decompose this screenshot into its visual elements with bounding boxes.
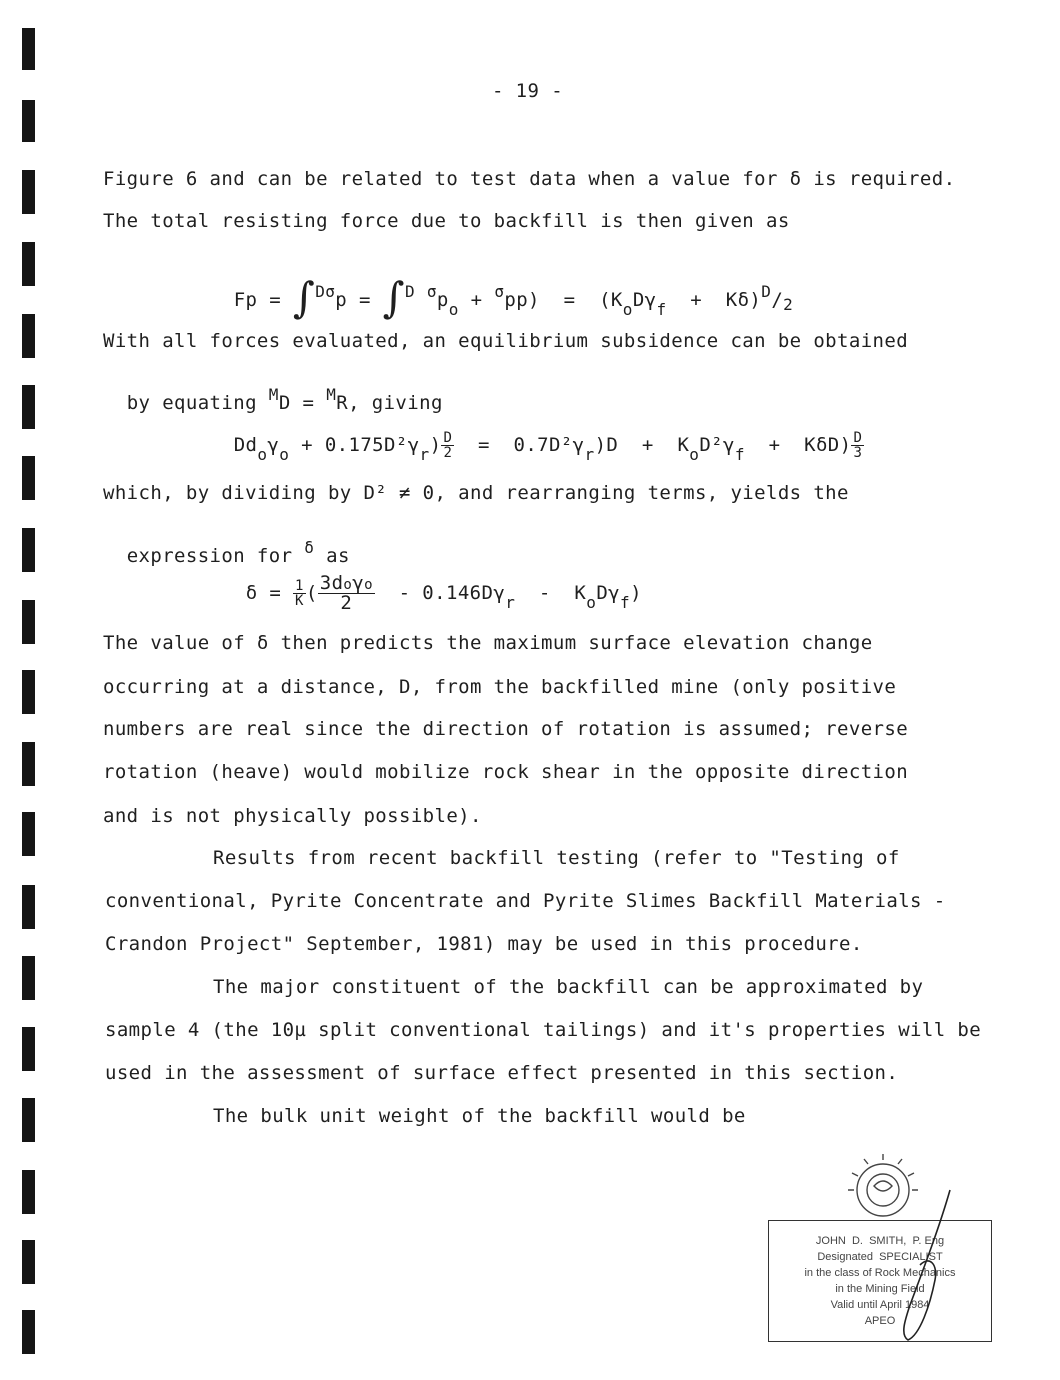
eq2-f: )D + K xyxy=(594,434,690,456)
eq3-num-a: 3d xyxy=(319,572,344,594)
eq1-rhs-dgamma-sub: f xyxy=(656,300,667,319)
text-line-17: used in the assessment of surface effect presented in this section. xyxy=(105,1062,899,1084)
eq2-e: 0.7D²γ xyxy=(513,434,585,456)
eq3-mid: - 0.146Dγ xyxy=(374,582,506,604)
eq1-sigma-2: σ xyxy=(426,282,437,301)
binding-mark xyxy=(22,885,35,929)
eq1-rhs-two: 2 xyxy=(783,295,794,314)
eq1-sigma-sub: p xyxy=(335,289,348,311)
eq3-frac-den: K xyxy=(295,593,304,609)
eq1-equals-2: = xyxy=(539,289,600,311)
eq3-frac-num: 1 xyxy=(295,578,304,594)
binding-mark xyxy=(22,170,35,214)
text-line-3: With all forces evaluated, an equilibrium subsidence can be obtained xyxy=(103,330,909,352)
binding-mark xyxy=(22,812,35,856)
eq3-num-b: γ xyxy=(352,572,365,594)
eq2-g-sub: f xyxy=(734,445,745,464)
eq1-rhs-kdelta: + Kδ) xyxy=(666,289,762,311)
text-line-10: rotation (heave) would mobilize rock shear in the opposite direction xyxy=(103,761,909,783)
stamp-apeo: APEO xyxy=(864,1315,896,1327)
eq2-a-sub: o xyxy=(257,445,268,464)
equation-moment-balance xyxy=(210,412,864,464)
eq2-e-sub: r xyxy=(584,445,595,464)
eq1-sigma-2-subsub: o xyxy=(448,300,459,319)
eq3-num-a-sub: o xyxy=(343,577,353,593)
text-line-4-pre: by equating xyxy=(126,392,269,414)
eq2-h: + KδD) xyxy=(744,434,852,456)
eq1-rhs-k-sub: o xyxy=(622,300,633,319)
stamp-validity: Valid until April 1984 xyxy=(830,1299,930,1311)
binding-mark xyxy=(22,100,35,142)
binding-mark xyxy=(22,528,35,572)
eq1-equals: = xyxy=(347,289,383,311)
eq2-b: γ xyxy=(267,434,280,456)
text-line-7: The value of δ then predicts the maximum surface elevation change xyxy=(103,632,873,654)
eq2-equals: = xyxy=(454,434,514,456)
delta-symbol: δ xyxy=(304,538,315,557)
eq3-close: ) xyxy=(630,582,642,604)
binding-mark xyxy=(22,1170,35,1214)
binding-mark xyxy=(22,1027,35,1071)
eq1-sigma-3-sub: pp) xyxy=(504,289,540,311)
eq2-f-sub: o xyxy=(689,445,700,464)
eq2-b-sub: o xyxy=(279,445,290,464)
moment-equals: = xyxy=(290,392,327,414)
eq2-d: ) xyxy=(429,434,442,456)
eq3-end: Dγ xyxy=(596,582,621,604)
moment-d: D xyxy=(278,392,291,414)
eq2-frac1-num: D xyxy=(443,430,453,446)
text-line-16: sample 4 (the 10µ split conventional tailings) and it's properties will be xyxy=(105,1019,982,1041)
binding-mark xyxy=(22,742,35,786)
eq1-plus: + xyxy=(458,289,495,311)
eq1-upper-limit-2: D xyxy=(404,282,415,301)
eq1-rhs-sup: D xyxy=(761,282,772,301)
signature-icon xyxy=(880,1185,970,1355)
eq1-lhs: Fp = xyxy=(233,289,293,311)
eq1-sigma-2-sub: p xyxy=(436,289,449,311)
text-line-15: The major constituent of the backfill can be approximated by xyxy=(213,976,924,998)
text-line-6-post: as xyxy=(314,545,350,567)
text-line-4 xyxy=(103,375,443,413)
text-line-12: Results from recent backfill testing (refer to "Testing of xyxy=(213,847,900,869)
text-line-14: Crandon Project" September, 1981) may be used in this procedure. xyxy=(105,933,863,955)
moment-m-2: M xyxy=(326,385,337,404)
eq2-c: + 0.175D²γ xyxy=(289,434,420,456)
eq3-num xyxy=(318,574,375,594)
text-line-11: and is not physically possible). xyxy=(103,805,482,827)
eq3-end-sub: f xyxy=(620,593,631,612)
text-line-5: which, by dividing by D² ≠ 0, and rearranging terms, yields the xyxy=(103,482,849,504)
binding-mark xyxy=(22,1240,35,1284)
eq3-fraction-2 xyxy=(318,574,375,613)
eq1-rhs-slash: / xyxy=(771,289,784,311)
eq1-upper-limit: D xyxy=(315,282,326,301)
stamp-name: JOHN D. SMITH, P. Eng xyxy=(815,1235,945,1247)
binding-mark xyxy=(22,314,35,358)
eq3-k-sub: o xyxy=(586,593,597,612)
binding-mark xyxy=(22,28,35,70)
stamp-field: in the Mining Field xyxy=(835,1283,925,1295)
text-line-1: Figure 6 and can be related to test data when a value for δ is required. xyxy=(103,168,956,190)
text-line-9: numbers are real since the direction of rotation is assumed; reverse xyxy=(103,718,909,740)
eq1-sigma-3: σ xyxy=(494,282,505,301)
binding-mark xyxy=(22,600,35,644)
stamp-title: Designated SPECIALIST xyxy=(817,1251,943,1263)
eq2-g: D²γ xyxy=(699,434,735,456)
eq2-fraction-1 xyxy=(441,431,454,460)
eq3-dash: - K xyxy=(515,582,587,604)
eq3-num-b-sub: o xyxy=(364,577,373,593)
stamp-class: in the class of Rock Mechanics xyxy=(804,1267,956,1279)
equation-resisting-force xyxy=(210,252,794,322)
binding-mark xyxy=(22,670,35,714)
eq2-frac2-num: D xyxy=(853,430,863,446)
text-line-8: occurring at a distance, D, from the backfilled mine (only positive xyxy=(103,676,897,698)
binding-mark xyxy=(22,1098,35,1142)
eq3-lhs: δ = xyxy=(245,582,294,604)
eq1-sigma: σ xyxy=(325,282,336,301)
binding-mark xyxy=(22,385,35,429)
text-line-2: The total resisting force due to backfill is then given as xyxy=(103,210,790,232)
page-number: - 19 - xyxy=(492,80,564,102)
eq3-fraction-1 xyxy=(293,579,306,608)
eq2-frac2-den: 3 xyxy=(853,445,863,461)
text-line-13: conventional, Pyrite Concentrate and Pyrite Slimes Backfill Materials - xyxy=(105,890,946,912)
eq1-rhs-dgamma: Dγ xyxy=(632,289,657,311)
eq2-a: Dd xyxy=(233,434,258,456)
text-line-4-post: , giving xyxy=(348,392,443,414)
eq3-den: 2 xyxy=(340,592,353,614)
integral-sign: ∫ xyxy=(292,273,316,322)
eq2-frac1-den: 2 xyxy=(443,445,453,461)
integral-sign-2: ∫ xyxy=(382,273,405,322)
eq3-open: ( xyxy=(305,582,318,604)
binding-mark xyxy=(22,956,35,1000)
moment-r: R xyxy=(336,392,349,414)
binding-mark xyxy=(22,456,35,500)
eq1-rhs-k: (K xyxy=(599,289,623,311)
moment-m: M xyxy=(268,385,279,404)
binding-mark xyxy=(22,242,35,286)
text-line-6-pre: expression for xyxy=(126,545,305,567)
equation-delta xyxy=(222,555,642,613)
eq2-c-sub: r xyxy=(419,445,430,464)
text-line-18: The bulk unit weight of the backfill would be xyxy=(213,1105,746,1127)
eq2-fraction-2 xyxy=(851,431,864,460)
eq3-mid-sub: r xyxy=(505,593,516,612)
binding-mark xyxy=(22,1310,35,1354)
